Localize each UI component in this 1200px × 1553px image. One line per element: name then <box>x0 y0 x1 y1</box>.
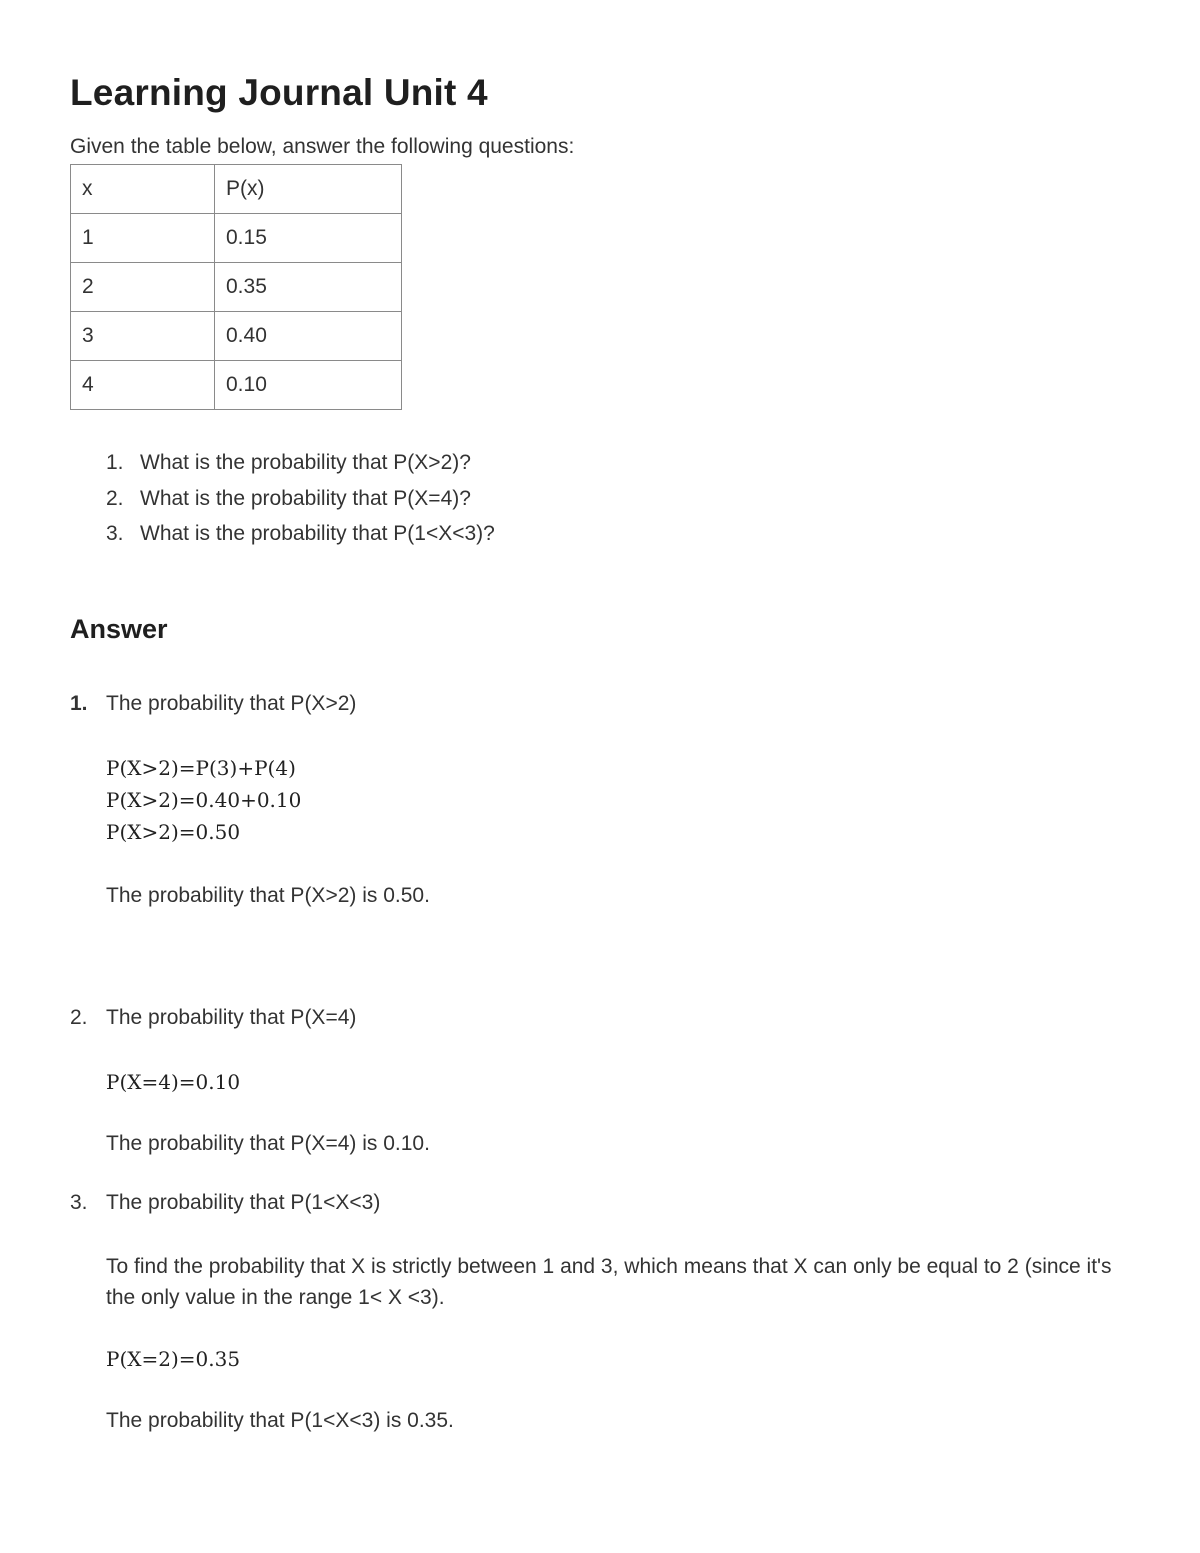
answer-section-3 <box>70 1189 1130 1436</box>
table-header-cell: x <box>71 165 215 214</box>
answer-head-text: The probability that P(X=4) <box>106 1006 357 1029</box>
math-line: P(X=4)=0.10 <box>106 1070 241 1094</box>
answer-head-text: The probability that P(1<X<3) <box>106 1191 381 1214</box>
intro-text: Given the table below, answer the following questions: <box>70 135 575 158</box>
answer-section-2 <box>70 1004 1130 1159</box>
list-item <box>70 519 495 555</box>
answer-head-text: The probability that P(X>2) <box>106 692 357 715</box>
math-line: P(X>2)=0.40+0.10 <box>106 788 302 812</box>
question-text: What is the probability that P(X=4)? <box>140 486 471 510</box>
question-text: What is the probability that P(X>2)? <box>140 451 471 474</box>
table-cell: 0.15 <box>215 214 402 263</box>
math-line: P(X>2)=P(3)+P(4) <box>106 756 296 780</box>
list-number: 1. <box>106 451 124 474</box>
table-header-cell: P(x) <box>215 165 402 214</box>
table-cell: 0.35 <box>215 263 402 312</box>
table-row <box>71 214 402 263</box>
list-number: 2. <box>106 486 124 510</box>
table-row <box>71 263 402 312</box>
table-cell: 0.40 <box>215 312 402 361</box>
answer-number: 1. <box>70 692 88 715</box>
list-item <box>70 484 495 520</box>
answer-head <box>70 690 1130 718</box>
list-item <box>70 448 495 484</box>
table-cell: 1 <box>71 214 215 263</box>
table-row <box>71 361 402 410</box>
answer-explanation: To find the probability that X is strictly between 1 and 3, which means that X can only be equal to 2 (since it's the only value in the range 1< X <3). <box>106 1255 1112 1309</box>
table-cell: 2 <box>71 263 215 312</box>
table-cell: 3 <box>71 312 215 361</box>
question-list <box>70 448 495 555</box>
answer-heading: Answer <box>70 614 168 644</box>
answer-conclusion: The probability that P(1<X<3) is 0.35. <box>106 1409 454 1432</box>
math-line: P(X=2)=0.35 <box>106 1347 241 1371</box>
list-number: 3. <box>106 522 124 545</box>
probability-table <box>70 164 402 410</box>
answer-head <box>70 1004 1130 1032</box>
answer-section-1 <box>70 690 1130 911</box>
table-cell: 4 <box>71 361 215 410</box>
answer-conclusion: The probability that P(X=4) is 0.10. <box>106 1132 430 1155</box>
answer-conclusion: The probability that P(X>2) is 0.50. <box>106 884 430 907</box>
table-row <box>71 312 402 361</box>
question-text: What is the probability that P(1<X<3)? <box>140 522 495 545</box>
answer-number: 3. <box>70 1191 88 1214</box>
math-line: P(X>2)=0.50 <box>106 820 241 844</box>
table-header-row <box>71 165 402 214</box>
table-cell: 0.10 <box>215 361 402 410</box>
page-title: Learning Journal Unit 4 <box>70 72 488 113</box>
answer-head <box>70 1189 1130 1217</box>
answer-number: 2. <box>70 1006 88 1029</box>
